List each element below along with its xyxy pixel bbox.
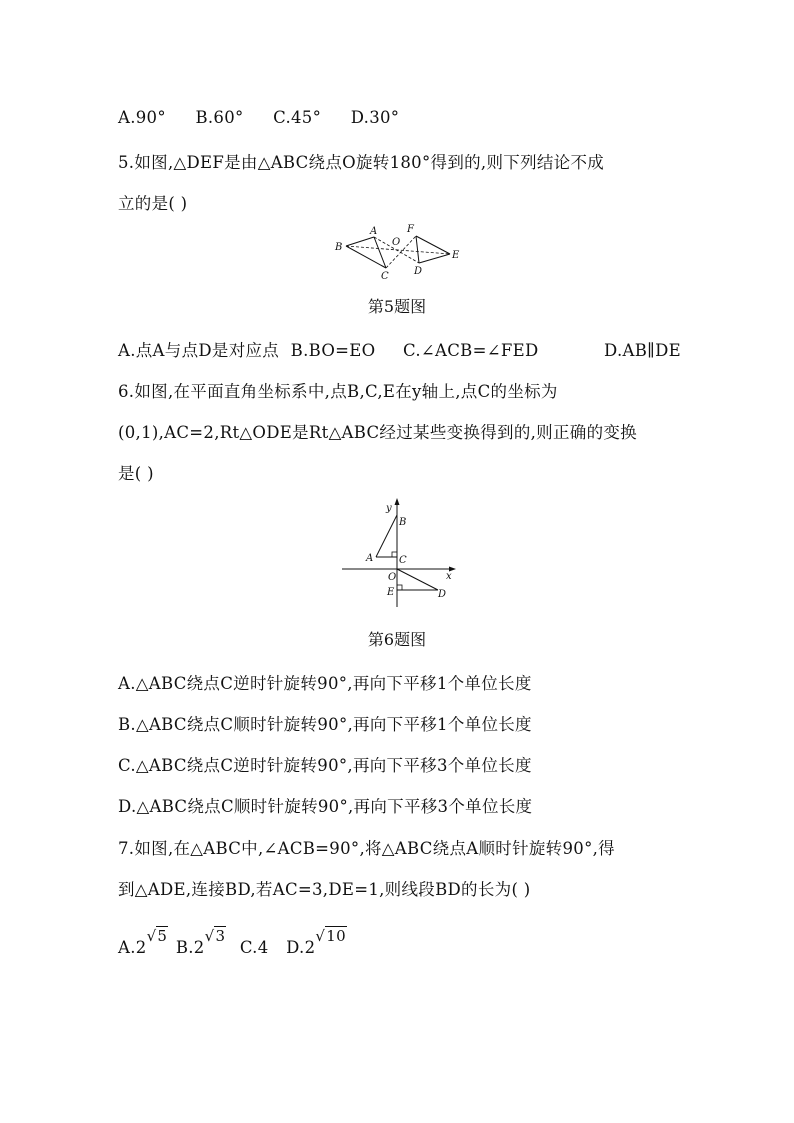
q5-seg-ba [346,237,374,246]
q7-options [118,927,347,957]
q7-option-b-radicand: 3 [215,927,226,945]
q5-options [118,337,681,361]
q7-option-c: C.4 [239,938,269,957]
q4-option-a: A.90° [118,108,166,127]
q6-option-c: C.△ABC绕点C逆时针旋转90°,再向下平移3个单位长度 [118,756,532,775]
q6-figure-caption: 第6题图 [367,630,427,649]
q6-option-b: B.△ABC绕点C顺时针旋转90°,再向下平移1个单位长度 [118,715,532,734]
q7-option-d-prefix: D.2 [286,938,316,957]
q6-stem-line2: (0,1),AC=2,Rt△ODE是Rt△ABC经过某些变换得到的,则正确的变换 [118,423,637,442]
q4-option-d: D.30° [350,108,400,127]
q5-figure [330,220,464,282]
q6-label-e: E [387,587,395,598]
q6-label-a: A [366,553,374,564]
q7-option-a-radicand: 5 [157,927,168,945]
q6-option-d: D.△ABC绕点C顺时针旋转90°,再向下平移3个单位长度 [118,797,533,816]
q7-option-a-radical: √5 [146,927,168,945]
q5-dash-cf [386,236,416,268]
q5-option-b: B.BO=EO [290,341,376,360]
q4-options [118,108,399,127]
q6-label-b: B [399,517,407,528]
q5-label-b: B [335,242,343,253]
q5-stem-line2: 立的是( ) [118,194,188,213]
q6-right-angle-e [397,585,402,590]
q6-right-angle-c [392,552,397,557]
q6-label-c: C [399,555,407,566]
q5-option-c: C.∠ACB=∠FED [403,341,539,360]
q5-option-d: D.AB∥DE [604,341,681,360]
q7-option-a [118,927,168,957]
q5-seg-de [419,254,450,263]
q7-stem-line2: 到△ADE,连接BD,若AC=3,DE=1,则线段BD的长为( ) [118,880,531,899]
q6-label-d: D [438,589,447,600]
q5-label-d: D [414,266,423,277]
q6-label-x: x [446,571,452,582]
q4-option-c: C.45° [273,108,322,127]
q7-option-a-prefix: A.2 [118,938,147,957]
q5-seg-bc [346,246,386,268]
q6-seg-ab [376,515,397,557]
q5-seg-fd [416,236,419,263]
q6-y-arrow [395,498,400,505]
q7-option-d-radical: √10 [315,927,346,945]
q7-stem-line1: 7.如图,在△ABC中,∠ACB=90°,将△ABC绕点A顺时针旋转90°,得 [118,839,615,858]
q7-option-b-prefix: B.2 [175,938,205,957]
q5-seg-fe [416,236,450,254]
q7-option-d-radicand: 10 [326,927,346,945]
q6-stem-line3: 是( ) [118,464,154,483]
q6-label-y: y [386,503,392,514]
q6-label-o: O [388,572,397,583]
q5-figure-caption: 第5题图 [367,297,427,316]
q6-option-a: A.△ABC绕点C逆时针旋转90°,再向下平移1个单位长度 [118,674,532,693]
q6-figure [338,495,460,610]
q5-label-f: F [407,224,414,235]
q7-option-b-radical: √3 [204,927,226,945]
q6-seg-od [397,569,438,590]
q7-option-d [286,927,347,957]
q4-option-b: B.60° [195,108,244,127]
q5-label-o: O [392,237,401,248]
q5-label-c: C [381,271,389,282]
q5-label-e: E [452,250,460,261]
q5-seg-ac [374,237,386,268]
q7-option-b [175,927,226,957]
q5-option-a: A.点A与点D是对应点 [118,341,280,360]
q5-label-a: A [370,226,378,237]
q5-stem-line1: 5.如图,△DEF是由△ABC绕点O旋转180°得到的,则下列结论不成 [118,153,605,172]
q6-stem-line1: 6.如图,在平面直角坐标系中,点B,C,E在y轴上,点C的坐标为 [118,382,558,401]
